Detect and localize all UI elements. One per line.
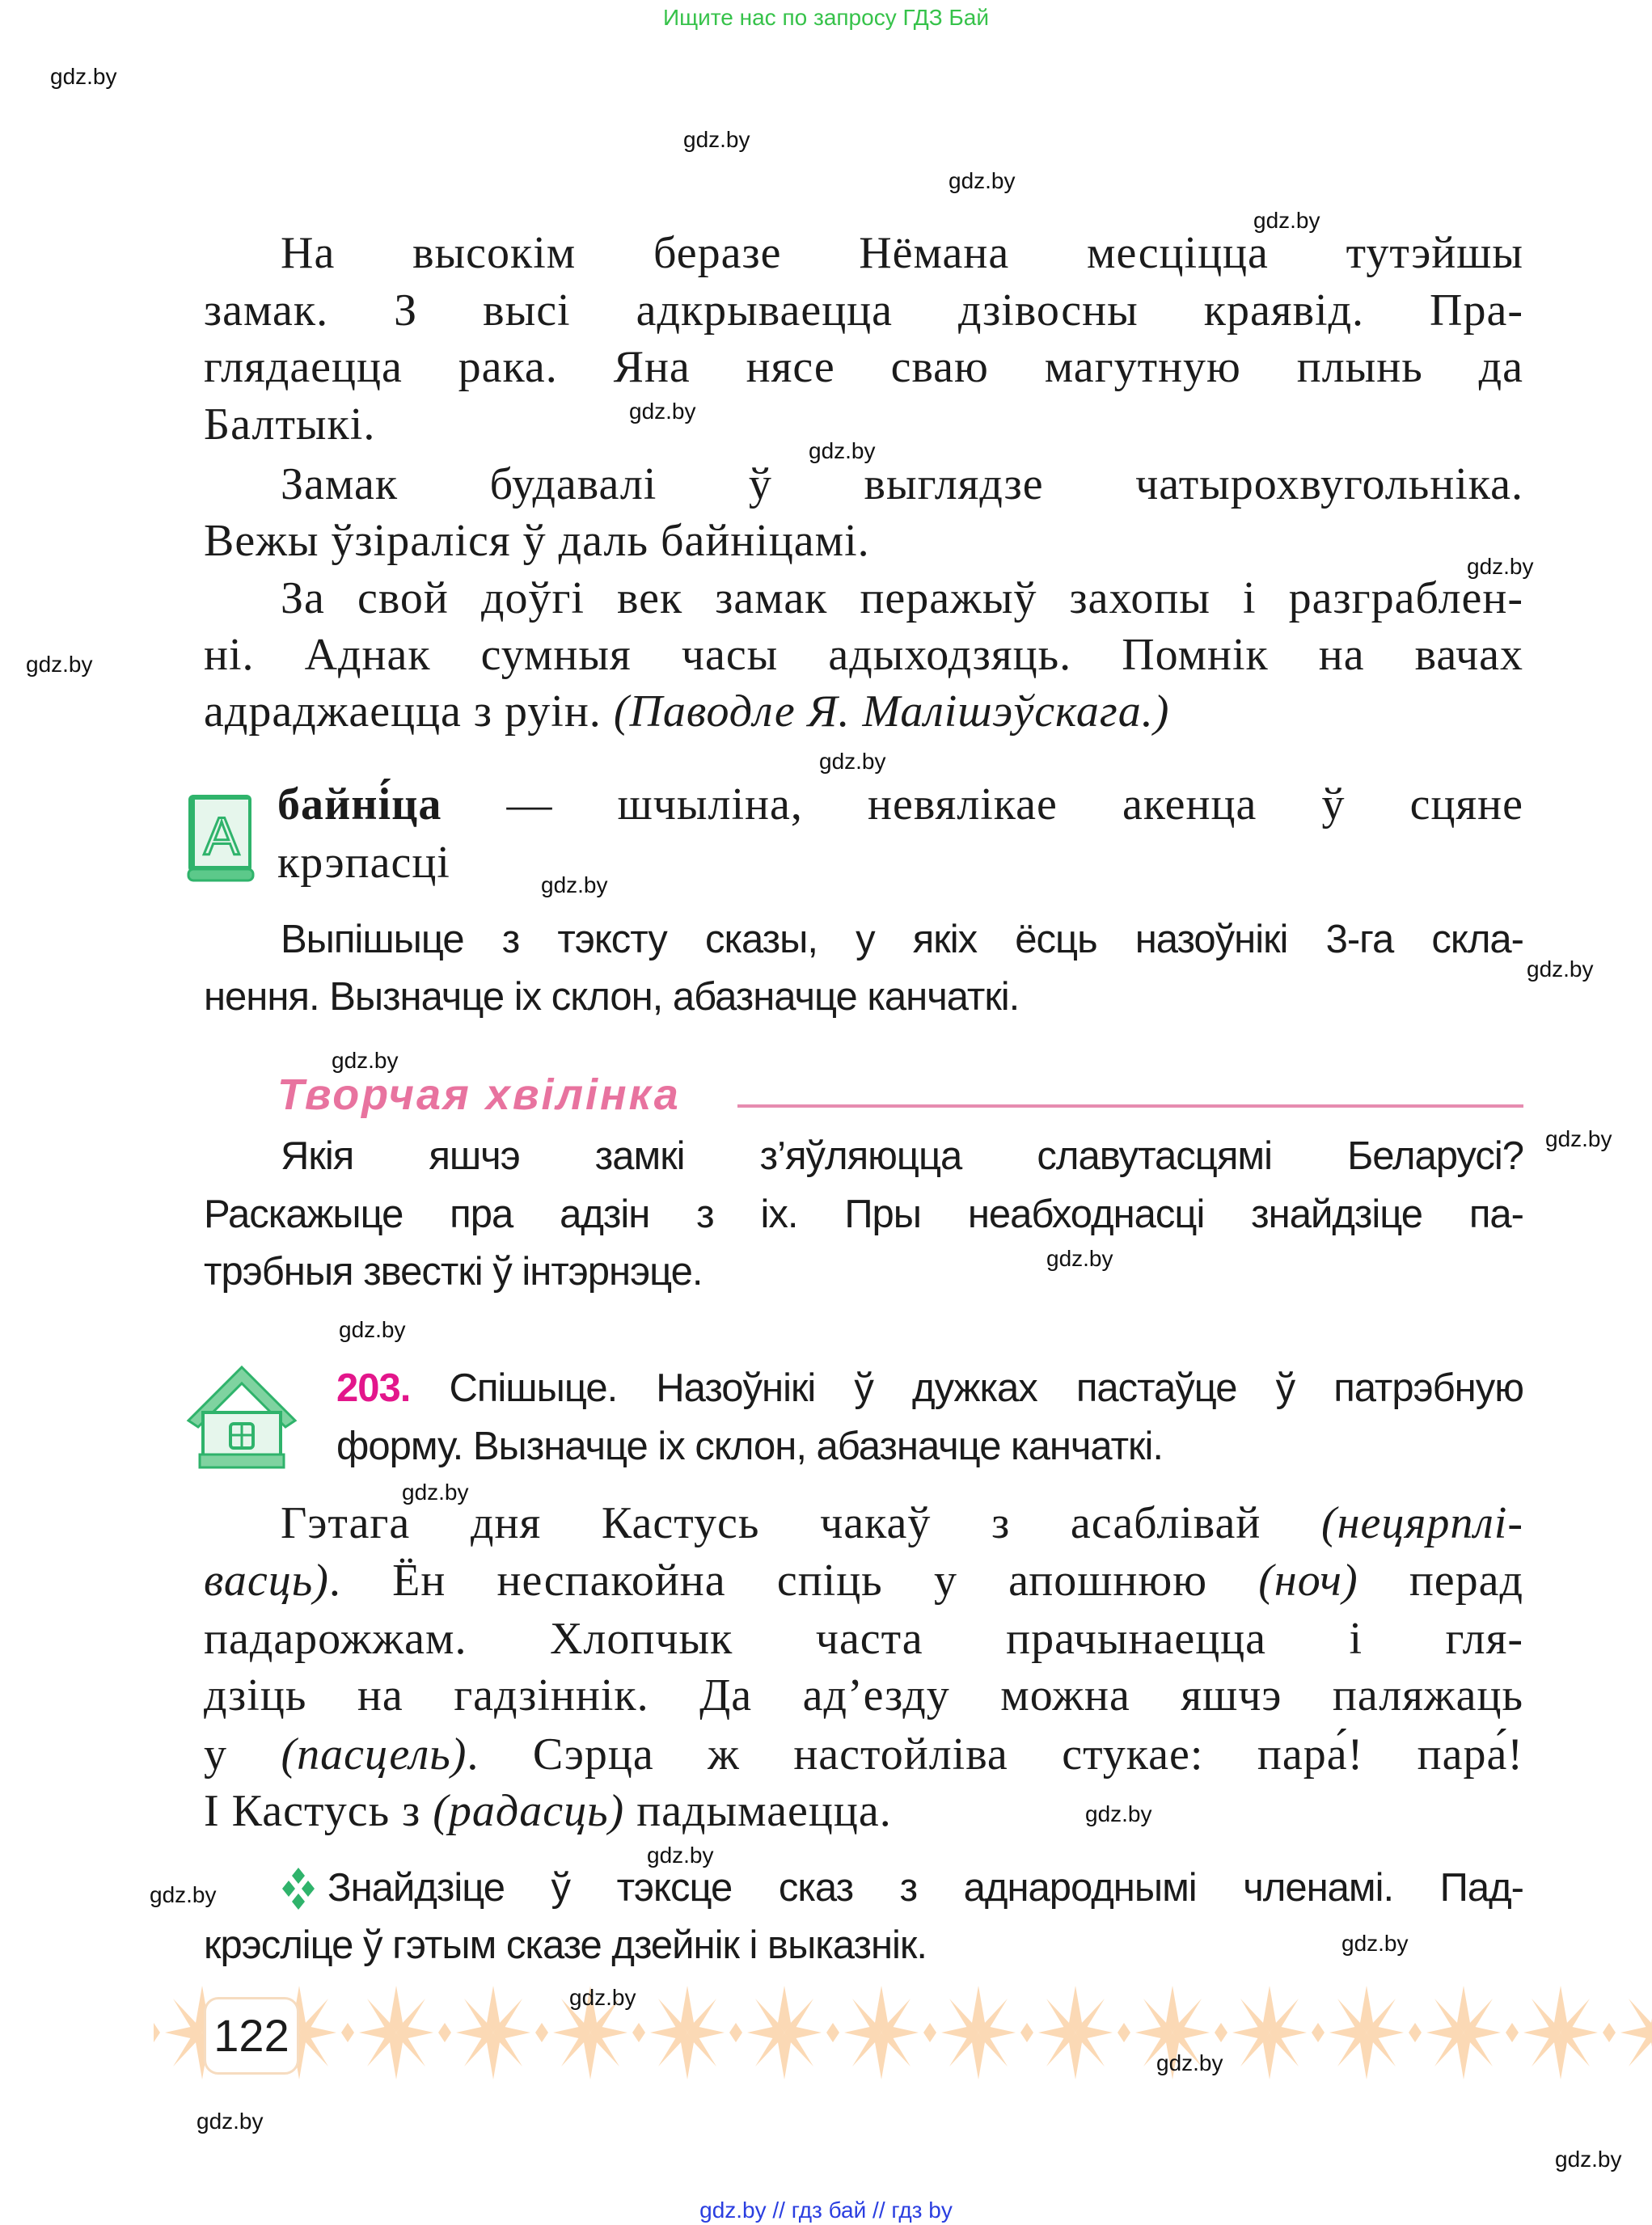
definition-line [277,776,1523,833]
diamond-cluster-icon [281,1866,316,1911]
exercise-text: Спішыце. Назоўнікі ў дужках пастаўце ў патрэбную [410,1366,1523,1410]
watermark: gdz.by [332,1048,399,1073]
watermark: gdz.by [683,127,750,152]
watermark: gdz.by [402,1480,469,1505]
text-line: За свой доўгі век замак перажыў захопы і разграблен- [281,573,1523,623]
watermark: gdz.by [50,64,117,89]
definition-text: — шчыліна, невялікае акенца ў сцяне [442,779,1523,830]
text-line: Замак будавалі ў выглядзе чатырохвугольніка. [281,459,1523,509]
watermark: gdz.by [196,2109,264,2134]
task-line: трэбныя звесткі ў інтэрнэце. [204,1250,703,1294]
story-line: падарожжам. Хлопчык часта прачынаецца і гля- [204,1614,1523,1664]
dictionary-book-icon [185,792,256,883]
watermark: gdz.by [1555,2147,1622,2172]
text-line: На высокім беразе Нёмана месціцца тутэйшы [281,228,1523,278]
exercise-number: 203. [336,1366,411,1410]
text-line: ні. Аднак сумныя часы адыходзяць. Помнік на вачах [204,630,1523,680]
text-line: Балтыкі. [204,399,376,450]
text-segment: І Кастусь з [204,1786,433,1836]
watermark: gdz.by [569,1985,636,2010]
watermark: gdz.by [949,168,1016,193]
text-segment: . Ён неспакойна спіць у апошнюю [328,1556,1259,1606]
task-line: Раскажыце пра адзін з іх. Пры неабходнасці знайдзіце па- [204,1193,1523,1236]
word-in-brackets: васць) [204,1556,329,1606]
extra-task-line: крэсліце ў гэтым сказе дзейнік і выказнік. [204,1923,927,1967]
word-in-brackets: (ноч) [1258,1556,1358,1606]
watermark: gdz.by [1046,1246,1113,1271]
watermark: gdz.by [339,1317,406,1342]
heading-divider [737,1104,1523,1108]
story-line [204,1726,1523,1783]
watermark: gdz.by [1341,1931,1409,1956]
watermark: gdz.by [1527,956,1594,982]
definition-term: байні́ца [277,779,442,830]
watermark: gdz.by [1156,2050,1223,2075]
watermark: gdz.by [647,1843,714,1868]
word-in-brackets: (пасцель) [281,1729,467,1780]
watermark: gdz.by [819,749,886,774]
text-segment: перад [1358,1556,1523,1606]
extra-task-line: Знайдзіце ў тэксце сказ з аднароднымі членамі. Пад- [327,1866,1523,1910]
watermark: gdz.by [629,399,696,424]
text-line: Вежы ўзіраліся ў даль байніцамі. [204,516,870,566]
text-line [204,683,1523,740]
watermark: gdz.by [1085,1801,1152,1826]
exercise-line [336,1360,1523,1416]
exercise-line: форму. Вызначце іх склон, абазначце канчаткі. [336,1425,1163,1468]
section-heading: Творчая хвілінка [277,1070,681,1119]
watermark: gdz.by [1545,1126,1612,1151]
text-segment: у [204,1729,281,1780]
svg-text:A: A [203,806,240,866]
watermark: gdz.by [26,652,93,677]
definition-line: крэпасці [277,838,450,888]
watermark: gdz.by [809,438,876,463]
story-line: дзіць на гадзіннік. Да ад’езду можна яшчэ паляжаць [204,1670,1523,1720]
bottom-links[interactable]: gdz.by // гдз бай // гдз by [699,2198,953,2223]
folk-ornament-border [154,1982,1652,2083]
task-line: Выпішыце з тэксту сказы, у якіх ёсць назоўнікі 3-га скла- [281,918,1523,961]
watermark: gdz.by [150,1882,217,1907]
word-in-brackets: (радасць) [433,1786,625,1836]
text-segment: . Сэрца ж настойліва стукае: пара́! пара́! [467,1729,1523,1780]
text-line: замак. З высі адкрываецца дзівосны краявід. Пра- [204,285,1523,336]
text-segment: падымаецца. [624,1786,892,1836]
word-in-brackets: (нецярплі- [1321,1498,1523,1548]
watermark: gdz.by [1253,208,1320,233]
source-citation: (Паводле Я. Малішэўскага.) [613,686,1170,737]
watermark: gdz.by [1467,554,1534,579]
page-number: 122 [204,1997,299,2075]
story-line [204,1783,1523,1839]
watermark: gdz.by [541,872,608,897]
text-line: глядаецца рака. Яна нясе сваю магутную плынь да [204,342,1523,392]
text-segment: Гэтага дня Кастусь чакаў з асаблівай [281,1498,1322,1548]
home-task-icon [185,1364,299,1471]
text-segment: адраджаецца з руін. [204,686,614,737]
task-line: нення. Вызначце іх склон, абазначце канчаткі. [204,975,1020,1019]
search-banner[interactable]: Ищите нас по запросу ГДЗ Бай [662,5,990,30]
story-line [204,1552,1523,1609]
task-line: Якія яшчэ замкі з’яўляюцца славутасцямі Беларусі? [281,1134,1523,1178]
